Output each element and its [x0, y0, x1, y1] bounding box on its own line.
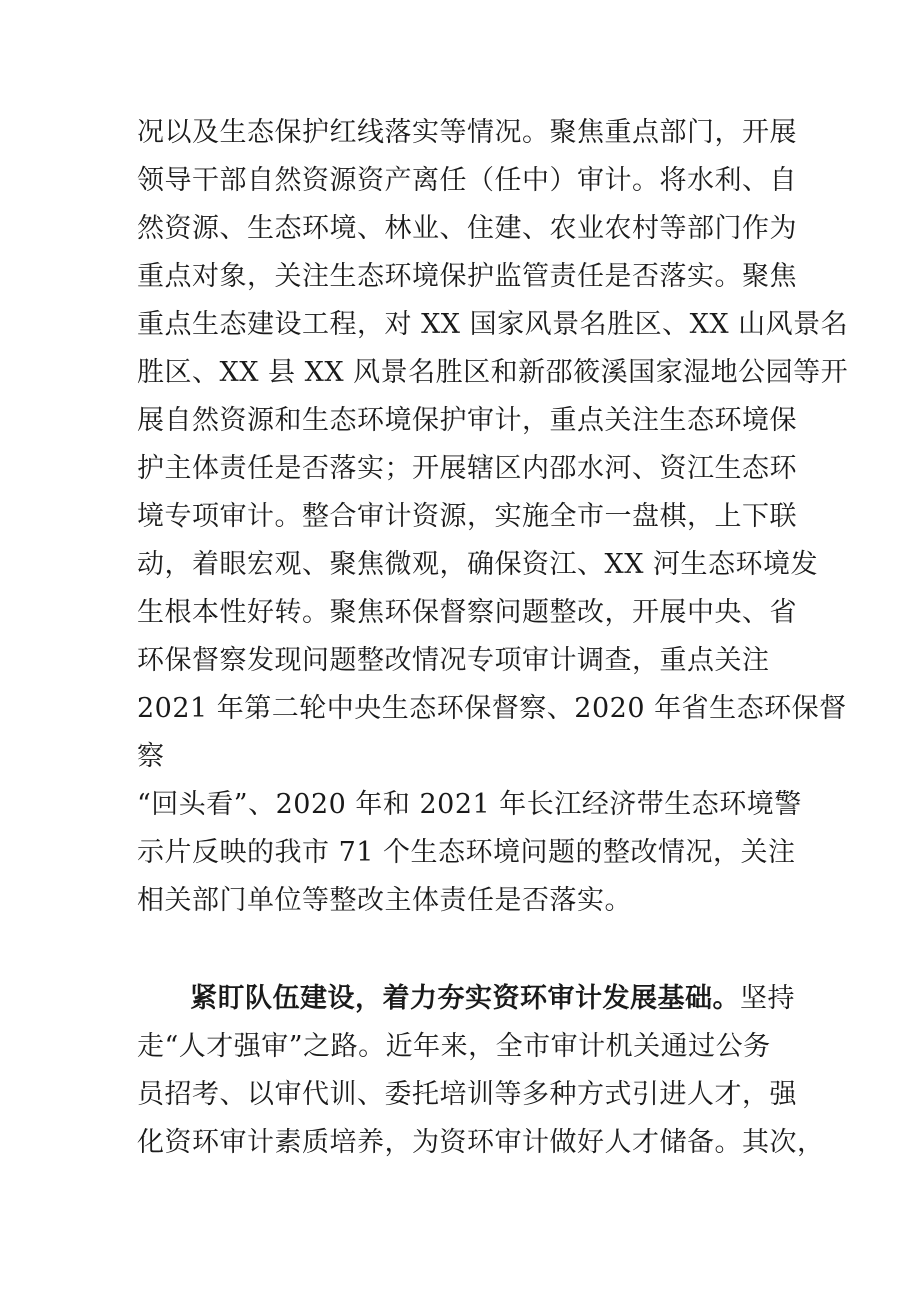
paragraph-first-line: [190, 979, 795, 1019]
paragraph-line: 重点对象，关注生态环境保护监管责任是否落实。聚焦: [137, 261, 797, 292]
paragraph-line: 示片反映的我市 71 个生态环境问题的整改情况，关注: [137, 837, 796, 868]
paragraph-line: 环保督察发现问题整改情况专项审计调查，重点关注: [137, 645, 770, 676]
paragraph-line: 重点生态建设工程，对 XX 国家风景名胜区、XX 山风景名: [137, 309, 849, 340]
paragraph-line: 况以及生态保护红线落实等情况。聚焦重点部门，开展: [137, 117, 797, 148]
paragraph-line: 境专项审计。整合审计资源，实施全市一盘棋，上下联: [137, 501, 797, 532]
paragraph-line: 察: [137, 741, 165, 772]
paragraph-line: 相关部门单位等整改主体责任是否落实。: [137, 885, 632, 916]
paragraph-line: “回头看”、2020 年和 2021 年长江经济带生态环境警: [137, 789, 802, 820]
paragraph-line: 走“人才强审”之路。近年来，全市审计机关通过公务: [137, 1031, 771, 1062]
paragraph-line: 护主体责任是否落实；开展辖区内邵水河、资江生态环: [137, 453, 797, 484]
paragraph-line: 胜区、XX 县 XX 风景名胜区和新邵筱溪国家湿地公园等开: [137, 357, 849, 388]
paragraph-line: 生根本性好转。聚焦环保督察问题整改，开展中央、省: [137, 597, 797, 628]
paragraph-line: 展自然资源和生态环境保护审计，重点关注生态环境保: [137, 405, 797, 436]
paragraph-line: 领导干部自然资源资产离任（任中）审计。将水利、自: [137, 165, 797, 196]
paragraph-line: 化资环审计素质培养，为资环审计做好人才储备。其次，: [137, 1127, 825, 1158]
paragraph-line: 2021 年第二轮中央生态环保督察、2020 年省生态环保督: [137, 693, 847, 724]
paragraph-heading: 紧盯队伍建设，着力夯实资环审计发展基础。: [190, 983, 740, 1014]
paragraph-line: 然资源、生态环境、林业、住建、农业农村等部门作为: [137, 213, 797, 244]
paragraph-line-rest: 坚持: [740, 983, 795, 1014]
paragraph-line: 动，着眼宏观、聚焦微观，确保资江、XX 河生态环境发: [137, 549, 819, 580]
paragraph-line: 员招考、以审代训、委托培训等多种方式引进人才，强: [137, 1079, 797, 1110]
